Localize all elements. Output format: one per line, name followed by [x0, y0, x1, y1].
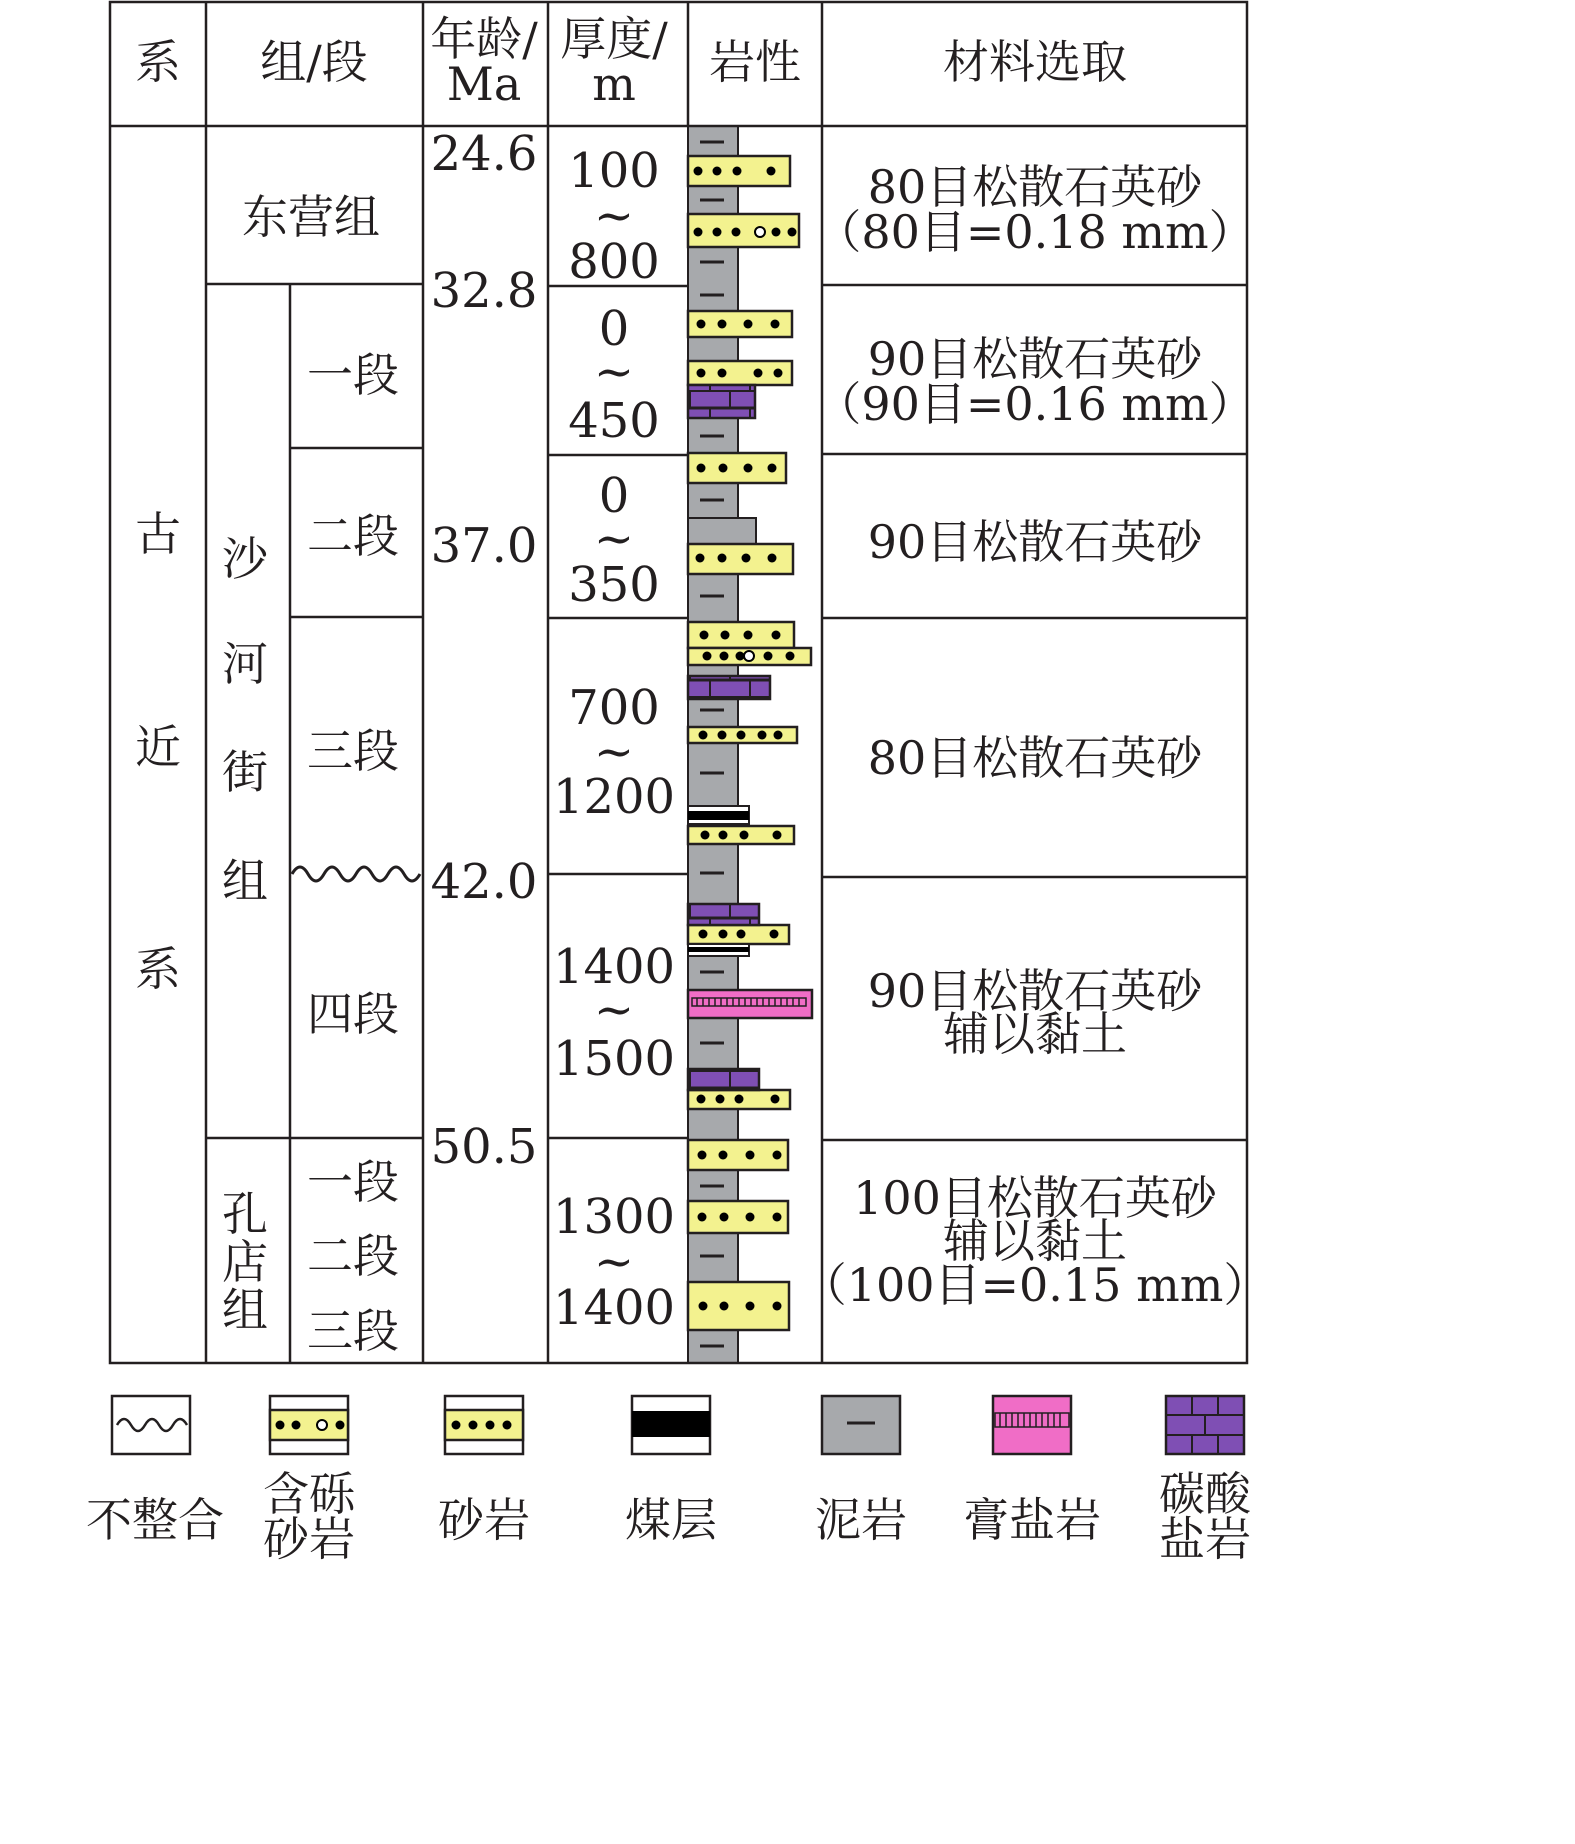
legend-label: 砂岩 [438, 1493, 530, 1547]
pebble-mark [317, 1420, 327, 1430]
member-label: 一段 [307, 348, 399, 402]
header-age-line2: Ma [446, 57, 522, 111]
age-value: 37.0 [430, 518, 538, 574]
sand-grain-mark [719, 930, 728, 939]
sand-grain-mark [768, 554, 777, 563]
material-line: （90目=0.16 mm） [815, 377, 1255, 431]
header-thickness-line2: m [592, 57, 636, 111]
material-line: （80目=0.18 mm） [815, 205, 1255, 259]
gypsum-layer [688, 990, 812, 1018]
thickness-sep: ~ [593, 188, 635, 244]
formation-kongdian-char: 孔 [222, 1187, 268, 1241]
sand-grain-mark [718, 369, 727, 378]
thickness-max: 800 [568, 234, 660, 290]
member-label: 二段 [307, 509, 399, 563]
pebble-mark [744, 651, 754, 661]
sand-grain-mark [737, 731, 746, 740]
sand-grain-mark [771, 320, 780, 329]
system-name [135, 507, 181, 996]
header-age-line1: 年龄/ [430, 12, 538, 66]
sand-grain-mark [718, 320, 727, 329]
material-line: 90目松散石英砂 [867, 964, 1203, 1018]
sand-grain-mark [719, 831, 728, 840]
sand-grain-mark [336, 1421, 345, 1430]
sand-grain-mark [452, 1421, 461, 1430]
sand-grain-mark [699, 731, 708, 740]
thickness-max: 350 [568, 557, 660, 613]
sand-grain-mark [788, 228, 797, 237]
sand-grain-mark [720, 1302, 729, 1311]
carbonate-layer [688, 1069, 759, 1090]
legend-gypsum-salt [963, 1396, 1101, 1547]
legend-coal [625, 1396, 717, 1547]
system-char: 古 [135, 507, 181, 561]
sand-grain-mark [744, 464, 753, 473]
header-lithology: 岩性 [709, 35, 801, 89]
mudstone-bulge [688, 518, 756, 544]
thickness-max: 450 [568, 393, 660, 449]
member-label: 一段 [307, 1155, 399, 1209]
sand-grain-mark [720, 652, 729, 661]
sand-grain-mark [694, 167, 703, 176]
sand-grain-mark [744, 631, 753, 640]
sand-grain-mark [735, 1095, 744, 1104]
carbonate-layer [688, 676, 770, 699]
formation-shahejie-char: 沙 [222, 532, 268, 586]
sand-grain-mark [703, 652, 712, 661]
thickness-sep: ~ [593, 982, 635, 1038]
sand-grain-mark [770, 930, 779, 939]
legend-label: 盐岩 [1159, 1512, 1251, 1566]
sand-grain-mark [721, 631, 730, 640]
sand-grain-mark [732, 228, 741, 237]
thickness-max: 1500 [552, 1031, 676, 1087]
sand-grain-mark [737, 930, 746, 939]
thickness-min: 1300 [552, 1189, 676, 1245]
formation-shahejie-char: 河 [222, 637, 268, 691]
carbonate-layer [688, 385, 755, 418]
material-line: 辅以黏土 [943, 1007, 1127, 1061]
legend-label: 煤层 [625, 1493, 717, 1547]
formation-kongdian-char: 店 [222, 1235, 268, 1289]
pebbly-sandstone-layer [688, 214, 799, 247]
sand-grain-mark [742, 554, 751, 563]
thickness-max: 1200 [552, 769, 676, 825]
sand-grain-mark [718, 731, 727, 740]
sand-grain-mark [719, 1151, 728, 1160]
lithology-column [688, 126, 812, 1363]
legend-label: 砂岩 [263, 1512, 355, 1566]
sand-grain-mark [696, 554, 705, 563]
pebble-mark [755, 227, 765, 237]
sand-grain-mark [700, 631, 709, 640]
legend-label: 含砾 [263, 1467, 355, 1521]
sand-grain-mark [772, 631, 781, 640]
age-value: 42.0 [430, 854, 538, 910]
thickness-sep: ~ [593, 724, 635, 780]
carbonate-layer [688, 904, 759, 925]
sand-grain-mark [503, 1421, 512, 1430]
sand-grain-mark [740, 831, 749, 840]
header-formation: 组/段 [260, 35, 368, 89]
legend-label: 碳酸 [1159, 1467, 1251, 1521]
material-line: 100目松散石英砂 [853, 1171, 1217, 1225]
sand-grain-mark [767, 167, 776, 176]
sand-grain-mark [697, 464, 706, 473]
age-value: 50.5 [430, 1119, 538, 1175]
thickness-sep: ~ [593, 511, 635, 567]
system-char: 近 [135, 720, 181, 774]
thickness-min: 700 [568, 680, 660, 736]
thickness-column [553, 143, 675, 1336]
sand-grain-mark [719, 464, 728, 473]
legend-pebbly-sandstone [263, 1396, 357, 1566]
material-line: 90目松散石英砂 [867, 332, 1203, 386]
thickness-max: 1400 [552, 1280, 676, 1336]
thickness-sep: ~ [593, 1234, 635, 1290]
age-column [431, 126, 538, 1175]
unconformity-wave [292, 867, 420, 881]
sand-grain-mark [744, 320, 753, 329]
legend-label: 不整合 [86, 1493, 224, 1547]
sand-grain-mark [772, 228, 781, 237]
material-line: 80目松散石英砂 [867, 160, 1203, 214]
sand-grain-mark [698, 1151, 707, 1160]
sand-grain-mark [773, 831, 782, 840]
sand-grain-mark [718, 554, 727, 563]
formation-shahejie-char: 街 [222, 745, 268, 799]
sand-grain-mark [699, 930, 708, 939]
thickness-min: 1400 [552, 939, 676, 995]
sand-grain-mark [773, 1302, 782, 1311]
member-label: 二段 [307, 1229, 399, 1283]
header-row [135, 12, 1127, 111]
member-label: 四段 [307, 987, 399, 1041]
sand-grain-mark [697, 320, 706, 329]
sand-grain-mark [713, 167, 722, 176]
sand-grain-mark [773, 1213, 782, 1222]
sand-grain-mark [746, 1302, 755, 1311]
legend-carbonate [1159, 1396, 1252, 1566]
sand-grain-mark [276, 1421, 285, 1430]
sand-grain-mark [720, 1213, 729, 1222]
formation-shahejie-char: 组 [222, 854, 268, 908]
sand-grain-mark [716, 1095, 725, 1104]
material-line: 90目松散石英砂 [867, 515, 1203, 569]
formation-dongying: 东营组 [242, 190, 380, 244]
thickness-sep: ~ [593, 344, 635, 400]
sand-grain-mark [746, 1213, 755, 1222]
sand-grain-mark [698, 1213, 707, 1222]
legend-sandstone [438, 1396, 530, 1547]
material-line: 辅以黏土 [943, 1214, 1127, 1268]
header-thickness-line1: 厚度/ [560, 12, 668, 66]
legend-unconformity [86, 1396, 224, 1547]
thickness-min: 100 [568, 143, 660, 199]
sand-grain-mark [699, 1302, 708, 1311]
sand-grain-mark [764, 652, 773, 661]
sand-grain-mark [746, 1151, 755, 1160]
sand-grain-mark [786, 652, 795, 661]
legend-label: 泥岩 [815, 1493, 907, 1547]
sand-grain-mark [768, 464, 777, 473]
sand-grain-mark [701, 831, 710, 840]
legend [86, 1396, 1252, 1566]
material-line: （100目=0.15 mm） [800, 1258, 1270, 1312]
sand-grain-mark [486, 1421, 495, 1430]
legend-label: 膏盐岩 [963, 1493, 1101, 1547]
sand-grain-mark [694, 228, 703, 237]
system-char: 系 [135, 942, 181, 996]
header-material: 材料选取 [943, 35, 1127, 89]
age-value: 32.8 [430, 263, 538, 319]
sand-grain-mark [773, 1151, 782, 1160]
formation-kongdian-char: 组 [222, 1283, 268, 1337]
sand-grain-mark [697, 1095, 706, 1104]
sand-grain-mark [758, 731, 767, 740]
sand-grain-mark [713, 228, 722, 237]
sand-grain-mark [754, 369, 763, 378]
member-label: 三段 [307, 1304, 399, 1358]
material-line: 80目松散石英砂 [867, 731, 1203, 785]
sand-grain-mark [292, 1421, 301, 1430]
thickness-min: 0 [598, 301, 630, 357]
age-value: 24.6 [430, 126, 538, 182]
sand-grain-mark [469, 1421, 478, 1430]
legend-mudstone [815, 1396, 907, 1547]
sand-grain-mark [774, 731, 783, 740]
sand-grain-mark [771, 1095, 780, 1104]
sand-grain-mark [697, 369, 706, 378]
member-label: 三段 [307, 724, 399, 778]
header-system: 系 [135, 35, 181, 89]
thickness-min: 0 [598, 468, 630, 524]
sand-grain-mark [733, 167, 742, 176]
sand-grain-mark [774, 369, 783, 378]
member-names [307, 348, 399, 1358]
